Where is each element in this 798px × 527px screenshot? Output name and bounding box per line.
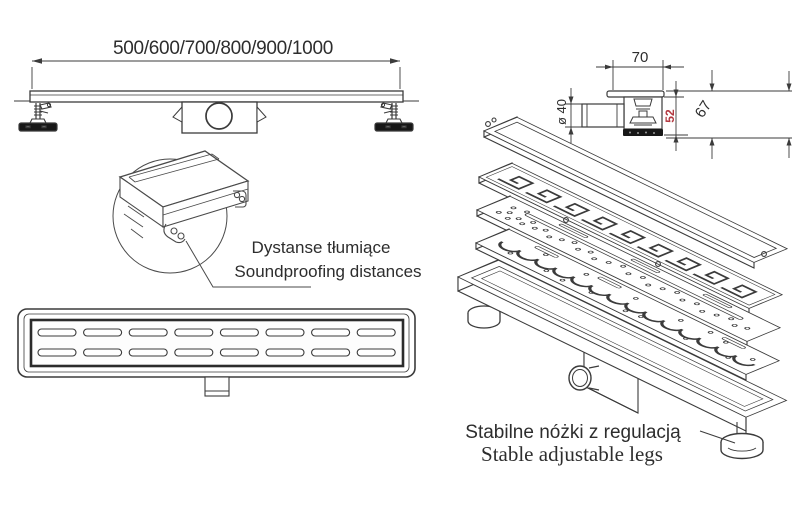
outlet-side-view [565, 60, 792, 159]
outlet-tab [205, 377, 229, 396]
dim-67 [666, 70, 792, 159]
soundproofing-distance-bumper-bottom [164, 224, 185, 243]
soundproofing-label-en: Soundproofing distances [234, 262, 422, 281]
legs-label-pl: Stabilne nóżki z regulacją [465, 422, 681, 443]
adjustable-foot-front-right [375, 103, 413, 131]
length-dimension-label: 500/600/700/800/900/1000 [113, 38, 333, 59]
legs-label-en: Stable adjustable legs [481, 442, 663, 466]
exploded-view [458, 117, 787, 459]
dim-67-label: 67 [691, 97, 716, 121]
length-dimension [32, 58, 400, 89]
flange-plate [607, 91, 664, 97]
adjustable-foot-front-left [19, 103, 57, 131]
soundproofing-label-pl: Dystanse tłumiące [251, 238, 391, 257]
front-elevation-view [14, 58, 419, 133]
drain-trap-front [173, 102, 266, 133]
outlet-pipe-side [582, 104, 624, 127]
plan-view [18, 309, 415, 396]
trap-box-side [624, 97, 662, 129]
dim-52-label: 52 [663, 109, 677, 123]
dim-70-label: 70 [631, 49, 649, 66]
channel-top-bar [30, 91, 403, 102]
grate-frame [31, 320, 403, 366]
dim-40-label: ø 40 [554, 98, 569, 126]
